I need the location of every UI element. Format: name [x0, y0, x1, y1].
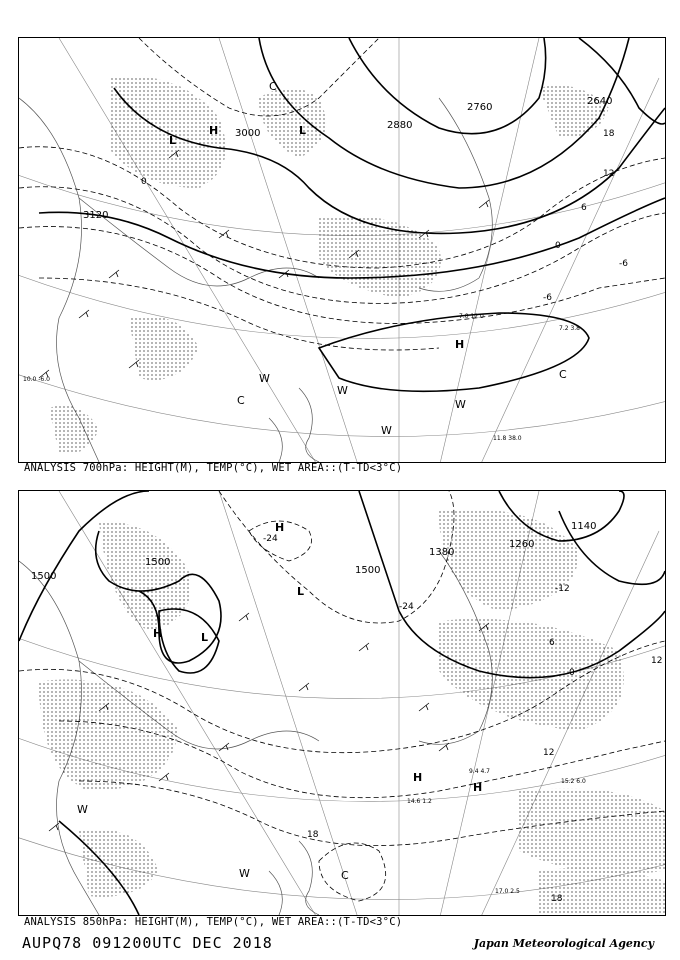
pressure-center: L	[169, 134, 177, 147]
station-plot: 9.4 4.7	[469, 768, 490, 775]
station-plot: 7.2 3.8	[559, 325, 580, 332]
height-label: 1500	[31, 571, 57, 582]
pressure-center: H	[473, 781, 483, 794]
temp-label: 18	[551, 894, 563, 904]
temp-label: 0	[141, 177, 147, 187]
height-label: 3000	[235, 128, 261, 139]
temp-label: 18	[603, 129, 615, 139]
station-plot: 15.2 6.0	[561, 778, 586, 785]
temp-label: 6	[581, 203, 587, 213]
temp-label: -12	[555, 584, 570, 594]
station-plot: 10.0 -6.0	[23, 376, 50, 383]
pressure-center: W	[77, 803, 88, 816]
map-panel-700hpa	[18, 37, 666, 463]
pressure-center: H	[209, 124, 219, 137]
temp-label: 6	[549, 638, 555, 648]
temp-label: 12	[543, 748, 555, 758]
caption-850hpa: ANALYSIS 850hPa: HEIGHT(M), TEMP(°C), WET AREA::(T-TD<3°C)	[24, 916, 403, 928]
pressure-center: H	[153, 627, 163, 640]
pressure-center: H	[455, 338, 465, 351]
pressure-center: W	[455, 398, 466, 411]
height-label: 1500	[145, 557, 171, 568]
station-plot: 14.6 1.2	[407, 798, 432, 805]
station-plots	[23, 313, 580, 442]
temp-label: -6	[619, 259, 628, 269]
chart-code: AUPQ78 091200UTC DEC 2018	[22, 934, 273, 952]
temp-label: -24	[399, 602, 414, 612]
pressure-center: L	[297, 585, 305, 598]
height-label: 3120	[83, 210, 109, 221]
temp-label: 18	[307, 830, 319, 840]
pressure-center: W	[239, 867, 250, 880]
map-700hpa-svg	[19, 38, 665, 462]
pressure-center: W	[259, 372, 270, 385]
pressure-center: C	[559, 368, 567, 381]
pressure-center: C	[269, 80, 277, 93]
height-label: 1380	[429, 547, 455, 558]
pressure-center: W	[381, 424, 392, 437]
station-plot: 7.0 12.0	[459, 313, 484, 320]
wet-areas	[39, 509, 665, 915]
caption-700hpa: ANALYSIS 700hPa: HEIGHT(M), TEMP(°C), WET AREA::(T-TD<3°C)	[24, 462, 403, 474]
pressure-center: L	[201, 631, 209, 644]
height-label: 2640	[587, 96, 613, 107]
temp-label: 12	[651, 656, 663, 666]
pressure-center: C	[237, 394, 245, 407]
pressure-center: H	[413, 771, 423, 784]
station-plot: 17.0 2.5	[495, 888, 520, 895]
pressure-center: C	[341, 869, 349, 882]
height-label: 2760	[467, 102, 493, 113]
temp-label: 0	[555, 241, 561, 251]
map-panel-850hpa	[18, 490, 666, 916]
pressure-center: L	[299, 124, 307, 137]
temp-label: 0	[569, 668, 575, 678]
height-label: 1500	[355, 565, 381, 576]
station-plot: 11.8 38.0	[493, 435, 522, 442]
agency-credit: Japan Meteorological Agency	[473, 937, 654, 950]
map-850hpa-svg	[19, 491, 665, 915]
height-label: 1140	[571, 521, 597, 532]
pressure-center: W	[337, 384, 348, 397]
temp-label: -24	[263, 534, 278, 544]
temp-label: 12	[603, 169, 615, 179]
temp-label: -6	[543, 293, 552, 303]
pressure-center: H	[275, 521, 285, 534]
height-label: 2880	[387, 120, 413, 131]
height-label: 1260	[509, 539, 535, 550]
